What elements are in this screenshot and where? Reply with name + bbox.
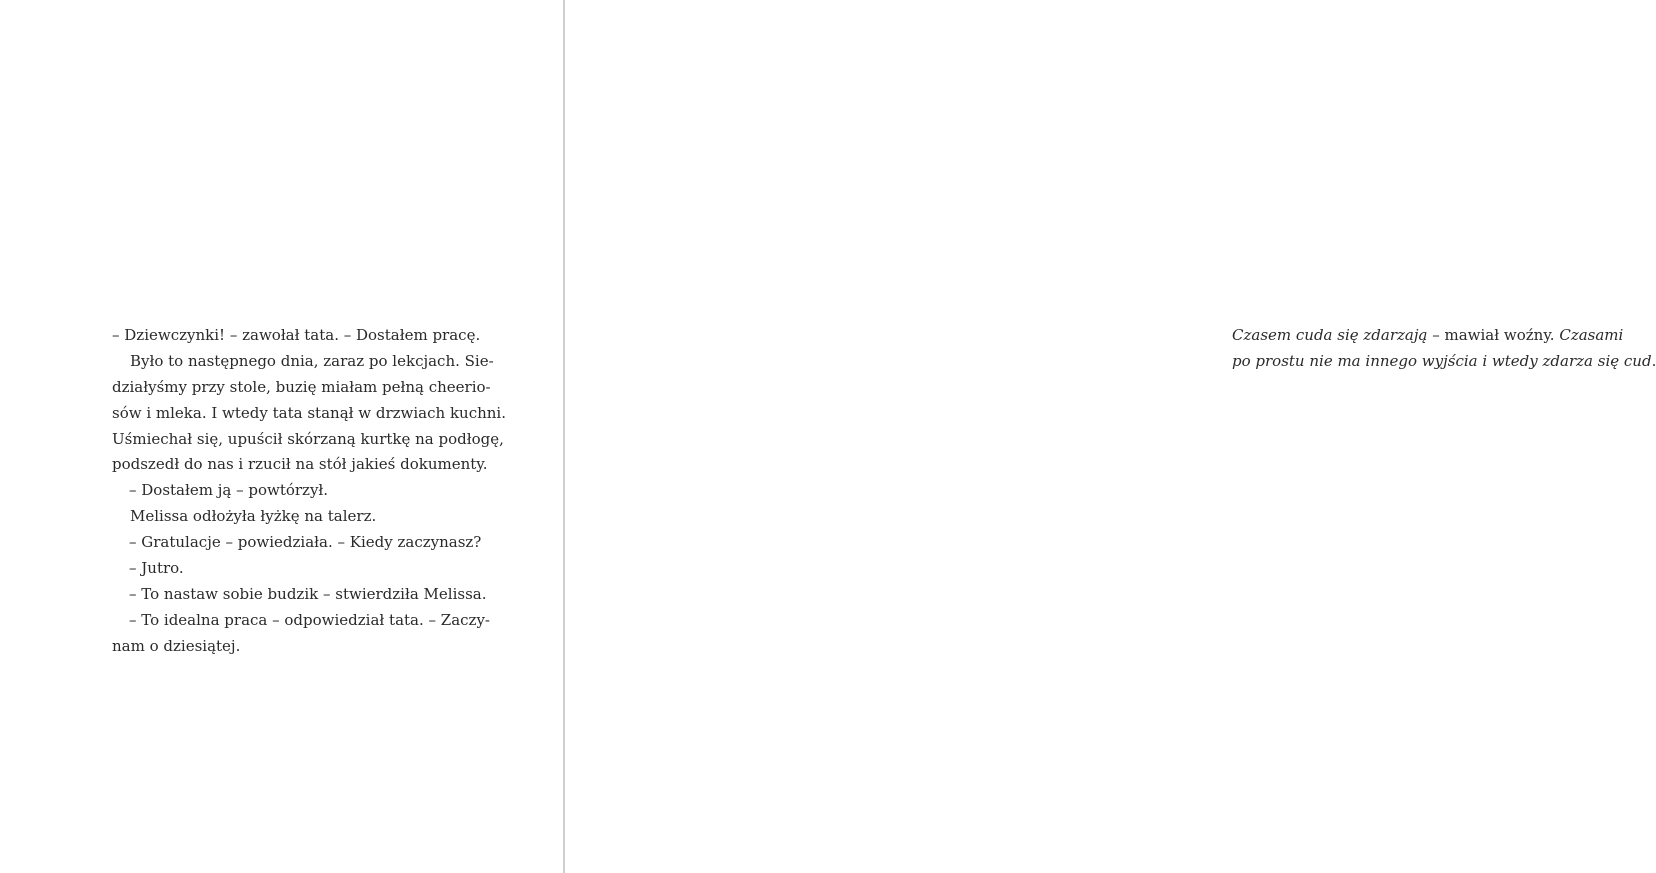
text-line: działyśmy przy stole, buzię miałam pełną cheerio- (112, 377, 491, 396)
text-line: Melissa odłożyła łyżkę na talerz. (130, 507, 377, 526)
text-line: podszedł do nas i rzucił na stół jakieś dokumenty. (112, 455, 488, 474)
text-line: sów i mleka. I wtedy tata stanął w drzwiach kuchni. (112, 403, 506, 422)
left-page (0, 0, 563, 873)
left-page-text (112, 323, 506, 660)
text-line: – Dostałem ją – powtórzył. (129, 481, 329, 500)
text-line: – To nastaw sobie budzik – stwierdziła Melissa. (129, 584, 487, 603)
epigraph-quote: po prostu nie ma innego wyjścia i wtedy zdarza się cud (1232, 351, 1652, 370)
epigraph (1232, 323, 1656, 375)
text-line: – Gratulacje – powiedziała. – Kiedy zaczynasz? (129, 533, 482, 552)
page-gutter (563, 0, 565, 873)
epigraph-attribution: – mawiał woźny. (1427, 326, 1560, 344)
epigraph-line (1232, 349, 1656, 375)
text-line: Uśmiechał się, upuścił skórzaną kurtkę na podłogę, (112, 429, 504, 448)
epigraph-line (1232, 323, 1624, 349)
text-line: – Jutro. (129, 559, 184, 578)
epigraph-punctuation: . (1651, 351, 1656, 370)
text-line: nam o dziesiątej. (112, 636, 241, 655)
right-page (566, 0, 1656, 873)
text-line: Było to następnego dnia, zaraz po lekcjach. Sie- (130, 351, 494, 370)
epigraph-quote: Czasami (1559, 326, 1624, 344)
text-line: – Dziewczynki! – zawołał tata. – Dostałem pracę. (112, 326, 481, 344)
epigraph-quote: Czasem cuda się zdarzają (1232, 326, 1428, 344)
text-line: – To idealna praca – odpowiedział tata. – Zaczy- (129, 610, 491, 629)
